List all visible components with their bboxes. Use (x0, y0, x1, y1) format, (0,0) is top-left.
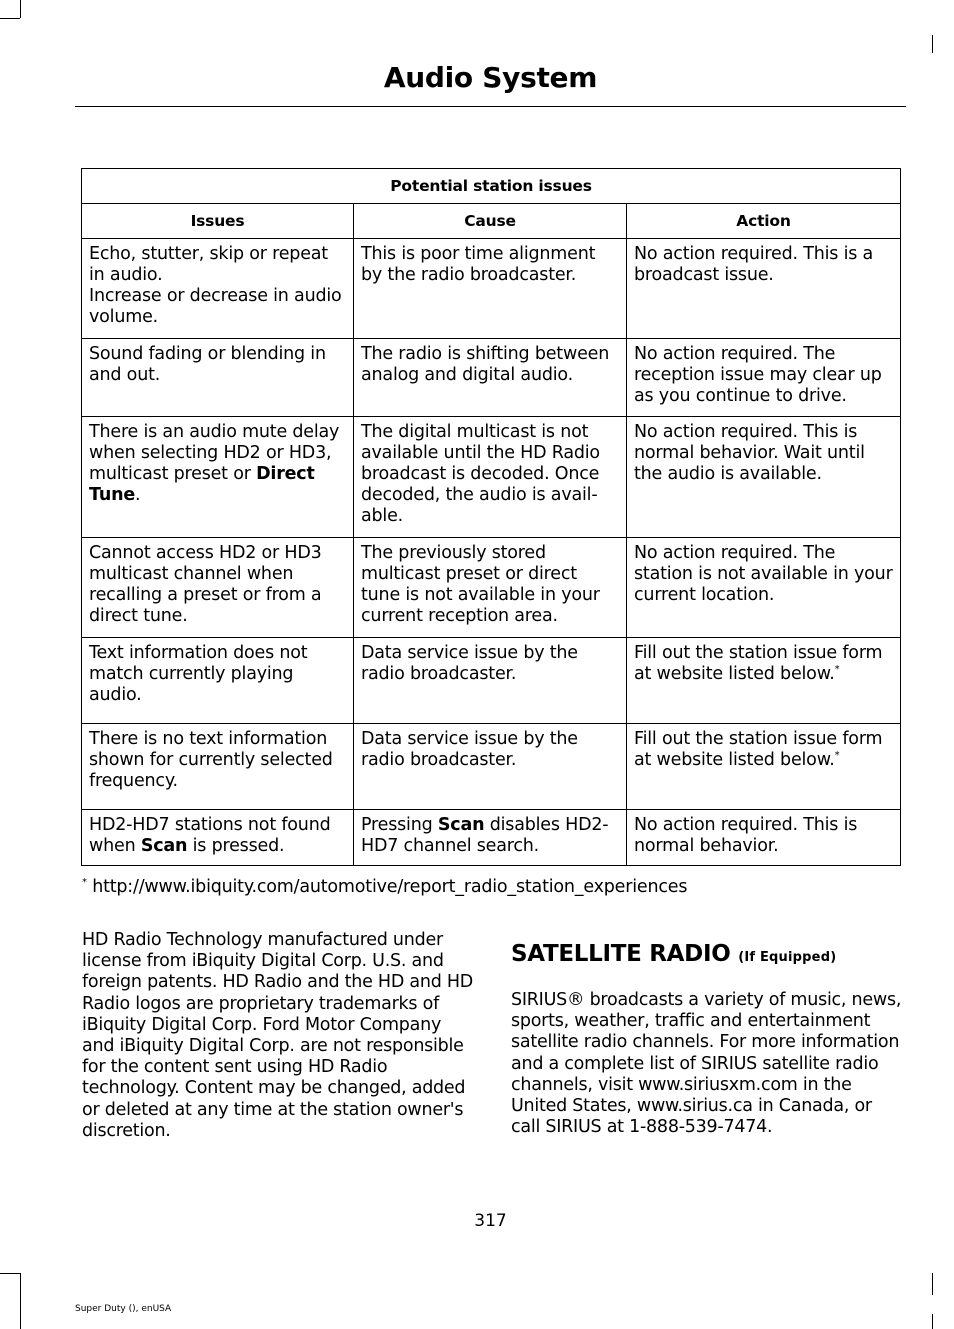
action-text: Fill out the station issue form at website listed below. (634, 729, 883, 770)
crop-mark (932, 1314, 933, 1329)
crop-mark (0, 1273, 20, 1274)
satellite-radio-paragraph: SIRIUS® broadcasts a variety of music, news, sports, weather, traffic and entertainment satellite radio channels. For more information and a complete list of SIRIUS satellite radio channels, visit www.siriusxm.com in the United States, www.sirius.ca in Canada, or call SIRIUS at 1-888-539-7474. (511, 990, 902, 1138)
cause-cell: Data service issue by the radio broadcaster. (354, 724, 627, 810)
column-header-cause: Cause (354, 204, 627, 239)
scan-label: Scan (140, 836, 188, 856)
footnote-url: http://www.ibiquity.com/automotive/report_radio_station_experiences (92, 877, 688, 897)
station-issues-table (81, 168, 901, 866)
document-footer: Super Duty (), enUSA (75, 1304, 172, 1314)
cause-cell: The radio is shifting between analog and digital audio. (354, 339, 627, 417)
direct-tune-label: Direct Tune (89, 464, 315, 505)
table-row (82, 339, 901, 417)
table-caption: Potential station issues (82, 169, 901, 204)
issue-cell (82, 239, 354, 339)
crop-mark (932, 1273, 933, 1295)
issue-text: There is an audio mute delay when selecting HD2 or HD3, multicast preset or (89, 422, 340, 484)
hd-radio-paragraph: HD Radio Technology manufactured under license from iBiquity Digital Corp. U.S. and foreign patents. HD Radio and the HD and HD Radio logos are proprietary trademarks of iBiquity Digital Corp. Ford Motor Company and iBiquity Digital Corp. are not responsible for the content sent using HD Radio technology. Content may be changed, added or deleted at any time at the station owner's discretion. (82, 930, 473, 1141)
action-cell: No action required. This is normal behavior. (627, 810, 901, 866)
column-header-action: Action (627, 204, 901, 239)
issue-cell: Text information does not match currently playing audio. (82, 638, 354, 724)
section-heading-text: SATELLITE RADIO (511, 941, 731, 967)
footnote-reference: * (834, 664, 840, 676)
issue-text-end: . (135, 485, 141, 505)
cause-text-end: disables HD2-HD7 channel search. (361, 815, 609, 856)
table-footnote (82, 876, 912, 898)
issue-text: HD2-HD7 stations not found when (89, 815, 331, 856)
page-number: 317 (474, 1211, 507, 1231)
issue-cell (82, 417, 354, 538)
action-cell: No action required. This is normal behavior. Wait until the audio is available. (627, 417, 901, 538)
column-header-issues: Issues (82, 204, 354, 239)
satellite-radio-heading (511, 938, 911, 974)
cause-cell (354, 810, 627, 866)
table-row (82, 538, 901, 638)
crop-mark (0, 18, 20, 19)
issue-text: Echo, stutter, skip or repeat in audio. (89, 244, 328, 285)
table-row (82, 417, 901, 538)
issue-cell: Cannot access HD2 or HD3 multicast channel when recalling a preset or from a direct tune. (82, 538, 354, 638)
crop-mark (20, 1273, 21, 1329)
header-rule (75, 106, 906, 107)
action-cell: No action required. This is a broadcast issue. (627, 239, 901, 339)
table-row (82, 239, 901, 339)
action-text: Fill out the station issue form at website listed below. (634, 643, 883, 684)
if-equipped-label: (If Equipped) (738, 950, 837, 965)
cause-text: Pressing (361, 815, 438, 835)
footnote-marker: * (82, 877, 87, 889)
issue-text-end: is pressed. (187, 836, 285, 856)
issue-text-extra: Increase or decrease in audio volume. (89, 286, 342, 327)
action-cell (627, 724, 901, 810)
crop-mark (20, 0, 21, 18)
issue-cell: Sound fading or blending in and out. (82, 339, 354, 417)
page-title: Audio System (383, 61, 598, 94)
action-cell (627, 638, 901, 724)
issue-cell: There is no text information shown for currently selected frequency. (82, 724, 354, 810)
footnote-reference: * (834, 750, 840, 762)
action-cell: No action required. The station is not available in your current location. (627, 538, 901, 638)
table-row (82, 810, 901, 866)
cause-cell: The previously stored multicast preset or direct tune is not available in your current reception area. (354, 538, 627, 638)
issue-cell (82, 810, 354, 866)
cause-cell: The digital multicast is not available until the HD Radio broadcast is decoded. Once decoded, the audio is avail-able. (354, 417, 627, 538)
cause-cell: This is poor time alignment by the radio broadcaster. (354, 239, 627, 339)
crop-mark (932, 35, 933, 53)
table-row (82, 724, 901, 810)
action-cell: No action required. The reception issue may clear up as you continue to drive. (627, 339, 901, 417)
scan-label: Scan (437, 815, 485, 835)
table-row (82, 638, 901, 724)
cause-cell: Data service issue by the radio broadcaster. (354, 638, 627, 724)
